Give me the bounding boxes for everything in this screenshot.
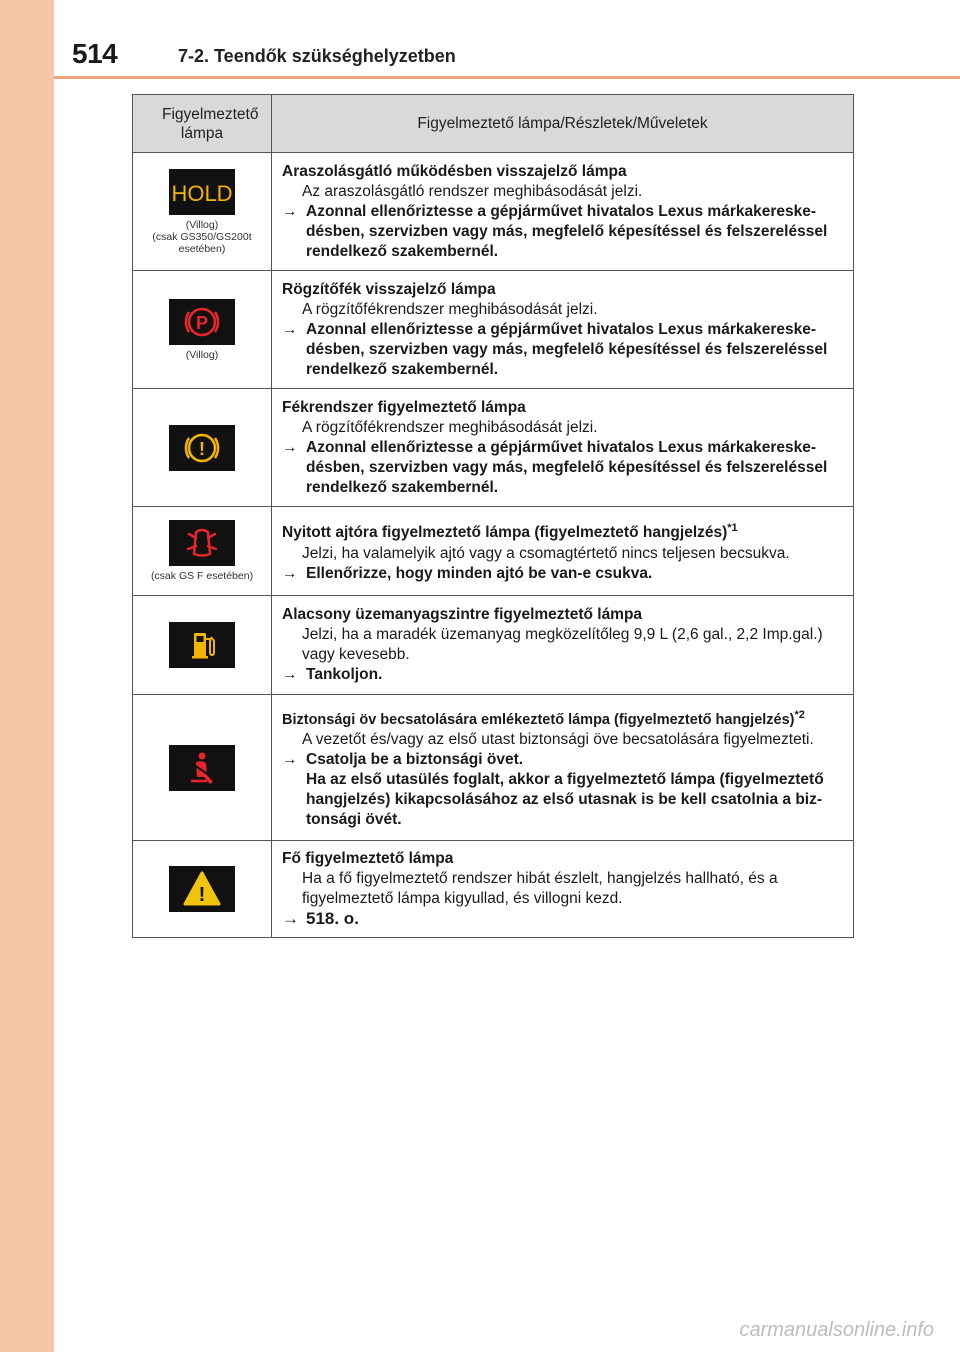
- lamp-cell: [133, 695, 272, 841]
- arrow-icon: →: [282, 750, 298, 768]
- details-cell: [272, 507, 854, 596]
- open-door-icon: [169, 520, 235, 566]
- lamp-title: Araszolásgátló működésben visszajelző lámpa: [282, 162, 627, 180]
- table-row: [133, 695, 854, 841]
- lamp-description: Ha a fő figyelmeztető rendszer hibát észlelt, hangjelzés hallható, és a figyelmeztető lámpa kigyullad, és villogni kezd.: [302, 870, 778, 907]
- chapter-title: 7-2. Teendők szükséghelyzetben: [178, 46, 456, 66]
- table-row: [133, 507, 854, 596]
- table-row: [133, 153, 854, 271]
- arrow-icon: →: [282, 438, 298, 456]
- parking-brake-icon: [169, 299, 235, 345]
- lamp-action: → Tankoljon.: [282, 666, 383, 683]
- table-row: [133, 389, 854, 507]
- lamp-action-page-ref[interactable]: → 518. o.: [282, 909, 359, 928]
- lamp-title: Rögzítőfék visszajelző lámpa: [282, 280, 496, 298]
- lamp-description: Jelzi, ha valamelyik ajtó vagy a csomagtértető nincs teljesen becsukva.: [302, 544, 790, 562]
- side-color-strip: [0, 0, 54, 1352]
- details-cell: [272, 271, 854, 389]
- lamp-title: Alacsony üzemanyagszintre figyelmeztető lámpa: [282, 606, 643, 623]
- header-rule: [54, 76, 960, 79]
- lamp-description: Jelzi, ha a maradék üzemanyag megközelítőleg 9,9 L (2,6 gal., 2,2 Imp.gal.) vagy kevesebb.: [302, 626, 823, 663]
- svg-text:P: P: [195, 312, 209, 333]
- lamp-cell: [133, 507, 272, 596]
- lamp-title: Biztonsági öv becsatolására emlékeztető lámpa (figyelmeztető hangjelzés)$^{*2}$: [282, 709, 805, 728]
- lamp-title: Fő figyelmeztető lámpa: [282, 850, 454, 867]
- lamp-action: → Csatolja be a biztonsági övet.: [282, 750, 524, 768]
- details-cell: [272, 389, 854, 507]
- arrow-icon: →: [282, 202, 298, 220]
- lamp-action: → Azonnal ellenőriztesse a gépjárművet hivatalos Lexus márkakereske-désben, szervizben vagy más, megfelelő képesítéssel és felszereléssel rendelkező szakembernél.: [282, 438, 828, 496]
- page-number: 514: [72, 38, 118, 69]
- lamp-action: → Azonnal ellenőriztesse a gépjárművet hivatalos Lexus márkakereske-désben, szervizben vagy más, megfelelő képesítéssel és felszereléssel rendelkező szakembernél.: [282, 202, 828, 260]
- lamp-title: Fékrendszer figyelmeztető lámpa: [282, 398, 526, 416]
- watermark: carmanualsonline.info: [739, 1319, 934, 1341]
- lamp-cell: [133, 596, 272, 695]
- lamp-title: Nyitott ajtóra figyelmeztető lámpa (figyelmeztető hangjelzés)$^{*1}$: [282, 522, 738, 542]
- lamp-action-followup: Ha az első utasülés foglalt, akkor a figyelmeztető lámpa (figyelmeztető hangjelzés) kikapcsolásához az első utasnak is be kell csatolnia a biz-tonsági övét.: [306, 770, 824, 828]
- lamp-action: → Ellenőrizze, hogy minden ajtó be van-e csukva.: [282, 564, 653, 582]
- lamp-cell: [133, 153, 272, 271]
- details-cell: [272, 841, 854, 938]
- footnote-mark: *2: [794, 709, 805, 722]
- lamp-cell: [133, 841, 272, 938]
- col-header-details: Figyelmeztető lámpa/Részletek/Műveletek: [272, 95, 854, 153]
- arrow-icon: →: [282, 666, 298, 683]
- lamp-description: A rögzítőfékrendszer meghibásodását jelzi.: [302, 418, 598, 436]
- brake-warning-icon: [169, 425, 235, 471]
- footnote-mark: *1: [727, 522, 738, 535]
- details-cell: [272, 596, 854, 695]
- icon-note: (csak GS F esetében): [150, 570, 254, 582]
- table-header-row: [133, 95, 854, 153]
- svg-text:HOLD: HOLD: [171, 180, 233, 206]
- lamp-description: A vezetőt és/vagy az első utast biztonsági öve becsatolására figyelmezteti.: [302, 730, 814, 748]
- lamp-description: A rögzítőfékrendszer meghibásodását jelzi.: [302, 300, 598, 318]
- icon-note: (Villog) (csak GS350/GS200t esetében): [152, 218, 252, 255]
- table-row: [133, 841, 854, 938]
- lamp-cell: [133, 389, 272, 507]
- svg-text:!: !: [198, 884, 206, 906]
- arrow-icon: →: [282, 564, 298, 582]
- arrow-icon: →: [282, 909, 299, 928]
- lamp-action: → Azonnal ellenőriztesse a gépjárművet hivatalos Lexus márkakereske-désben, szervizben vagy más, megfelelő képesítéssel és felszereléssel rendelkező szakembernél.: [282, 320, 828, 378]
- table-row: [133, 596, 854, 695]
- master-warning-icon: [169, 866, 235, 912]
- icon-note: (Villog): [185, 348, 219, 361]
- seatbelt-icon: [169, 745, 235, 791]
- lamp-description: Az araszolásgátló rendszer meghibásodását jelzi.: [302, 182, 643, 200]
- hold-icon: [169, 169, 235, 215]
- fuel-pump-icon: [169, 622, 235, 668]
- col-header-lamp: Figyelmeztető lámpa: [133, 95, 272, 153]
- arrow-icon: →: [282, 320, 298, 338]
- details-cell: [272, 695, 854, 841]
- lamp-cell: [133, 271, 272, 389]
- table-row: [133, 271, 854, 389]
- details-cell: [272, 153, 854, 271]
- warning-lamp-table: [132, 94, 854, 938]
- svg-text:!: !: [199, 438, 205, 459]
